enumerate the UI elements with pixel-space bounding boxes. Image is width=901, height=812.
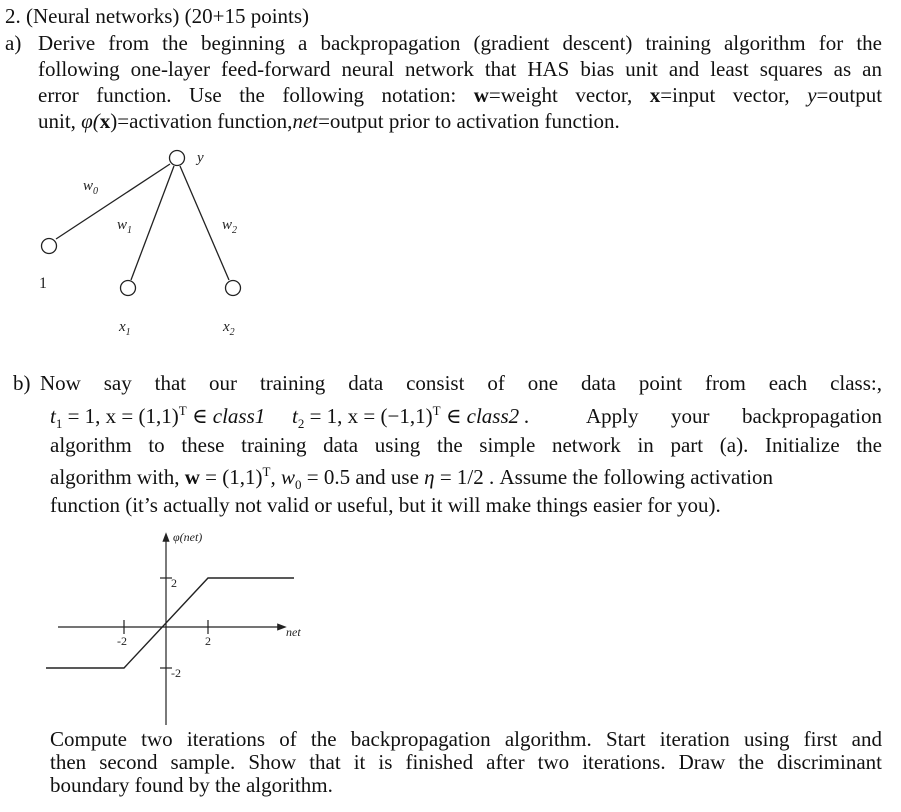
bias-node	[42, 239, 57, 254]
w0-label-main: w	[83, 178, 94, 194]
part-a-line-2: following one-layer feed-forward neural network that HAS bias unit and least squares as an	[38, 57, 882, 81]
tick-label-x-neg: -2	[117, 634, 127, 648]
x1-label-main: x	[119, 319, 126, 335]
x-axis-label: net	[286, 625, 301, 639]
part-b-line-4-e: = 1/2 . Assume the following activation	[434, 465, 774, 489]
transpose-3: T	[262, 464, 271, 479]
part-b-label: b)	[13, 371, 31, 395]
transpose-2: T	[432, 403, 441, 418]
problem-header	[5, 4, 309, 28]
init-w0-value: = 0.5 and use	[301, 465, 425, 489]
closing-line-3: boundary found by the algorithm.	[50, 773, 333, 797]
t1-equation: = 1, x = (1,1)	[62, 404, 179, 428]
edge-w0	[56, 164, 170, 239]
w0-label	[83, 178, 98, 197]
init-w0-subscript: 0	[294, 477, 302, 493]
part-b-line-2-second	[292, 403, 530, 432]
w1-label-main: w	[117, 217, 128, 233]
x2-label-main: x	[223, 319, 230, 335]
w2-label	[222, 217, 237, 236]
part-a-line-4-c: =output prior to activation function.	[318, 109, 620, 133]
part-a-line-3-a: error function. Use the following notation:	[38, 83, 457, 107]
edge-w1	[131, 166, 174, 280]
activation-graph	[40, 525, 320, 725]
part-b-line-4-a: algorithm with,	[50, 465, 180, 489]
bias-label: 1	[39, 275, 47, 292]
transpose-1: T	[178, 403, 187, 418]
input-node-x1	[121, 281, 136, 296]
part-b-line-2	[50, 403, 266, 432]
part-a-line-3-b: =weight vector,	[488, 83, 633, 107]
t2-equation: = 1, x = (−1,1)	[304, 404, 433, 428]
init-w-symbol: w	[184, 465, 200, 489]
part-a-line-3	[38, 83, 882, 107]
part-a-line-4-a: unit,	[38, 109, 76, 133]
part-a-line-1: Derive from the beginning a backpropagation (gradient descent) training algorithm for the	[38, 31, 882, 55]
t1-subscript: 1	[55, 416, 63, 432]
part-a-line-3-c: =input vector,	[660, 83, 790, 107]
part-b-line-3: algorithm to these training data using the simple network in part (a). Initialize the	[50, 433, 882, 457]
part-b-line-2-tail: Apply your backpropagation	[586, 404, 882, 428]
output-node	[170, 151, 185, 166]
symbol-close-paren: )	[110, 109, 118, 133]
t2-symbol: t	[292, 404, 298, 428]
activation-curve	[46, 578, 294, 668]
output-label: y	[197, 150, 204, 166]
init-w-value: = (1,1)	[199, 465, 263, 489]
class2-membership: ∈ class2 .	[440, 404, 530, 428]
part-a-label: a)	[5, 31, 22, 55]
symbol-x: x	[649, 83, 661, 107]
tick-label-y-neg: -2	[171, 666, 181, 680]
class1-membership: ∈ class1	[186, 404, 266, 428]
x1-label-sub: 1	[125, 327, 131, 338]
symbol-phi: φ(	[81, 109, 100, 133]
w1-label	[117, 217, 132, 236]
symbol-w: w	[473, 83, 489, 107]
part-b-line-1: Now say that our training data consist of one data point from each class:,	[40, 371, 882, 395]
x2-label-sub: 2	[229, 327, 235, 338]
part-a-line-4-b: =activation function,	[117, 109, 293, 133]
t2-subscript: 2	[297, 416, 305, 432]
symbol-y: y	[807, 83, 817, 107]
network-diagram	[0, 140, 300, 345]
closing-line-1: Compute two iterations of the backpropagation algorithm. Start iteration using first and	[50, 727, 882, 751]
y-axis-label: φ(net)	[173, 530, 203, 544]
t1-symbol: t	[50, 404, 56, 428]
part-b-line-5: function (it’s actually not valid or useful, but it will make things easier for you).	[50, 493, 721, 517]
part-a-line-4	[38, 109, 620, 133]
symbol-x-arg: x	[99, 109, 111, 133]
tick-label-x-pos: 2	[205, 634, 211, 648]
w2-label-main: w	[222, 217, 233, 233]
x1-label	[118, 319, 131, 338]
input-node-x2	[226, 281, 241, 296]
symbol-net: net	[292, 109, 319, 133]
w2-label-sub: 2	[232, 225, 238, 236]
w0-label-sub: 0	[93, 186, 99, 197]
part-a-line-3-d: =output	[816, 83, 883, 107]
w1-label-sub: 1	[127, 225, 133, 236]
closing-line-2: then second sample. Show that it is finished after two iterations. Draw the discriminant	[50, 750, 882, 774]
tick-label-y-pos: 2	[171, 576, 177, 590]
part-b-line-4	[50, 464, 774, 493]
eta-symbol: η	[424, 465, 435, 489]
problem-header-text: 2. (Neural networks) (20+15 points)	[5, 4, 310, 28]
init-w0-symbol: , w	[270, 465, 295, 489]
x2-label	[222, 319, 235, 338]
